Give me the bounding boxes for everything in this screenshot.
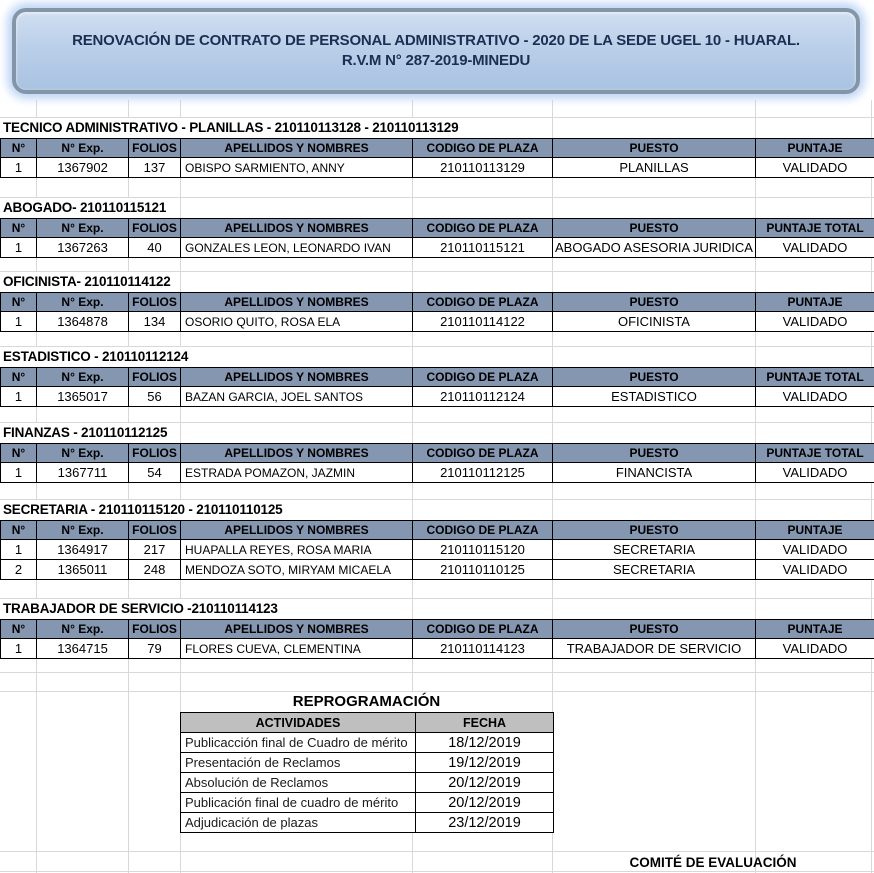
- cell: 1364715: [37, 639, 129, 659]
- column-header: APELLIDOS Y NOMBRES: [181, 293, 413, 312]
- table-title-row: [0, 599, 874, 619]
- column-header: N° Exp.: [37, 219, 129, 238]
- table-title-text: SECRETARIA - 210110115120 - 210110110125: [0, 500, 287, 520]
- table-title-row: [0, 118, 874, 138]
- position-table: [0, 619, 874, 659]
- column-header: N°: [1, 139, 37, 158]
- date-cell: 19/12/2019: [416, 753, 554, 773]
- cell: 1: [1, 540, 37, 560]
- column-header: PUESTO: [553, 444, 756, 463]
- activity-cell: Publicacción final de Cuadro de mérito: [181, 733, 416, 753]
- column-header: PUESTO: [553, 219, 756, 238]
- column-header: N°: [1, 368, 37, 387]
- table-row: [1, 158, 874, 178]
- column-header: PUNTAJE: [756, 139, 874, 158]
- reprogramacion-header-row: [181, 713, 554, 733]
- table-title-row: [0, 500, 874, 520]
- cell: VALIDADO: [756, 463, 874, 483]
- position-table: [0, 292, 874, 332]
- cell: 1367711: [37, 463, 129, 483]
- column-header: CODIGO DE PLAZA: [413, 219, 553, 238]
- table-row: [1, 540, 874, 560]
- cell: 137: [129, 158, 181, 178]
- position-table: [0, 520, 874, 580]
- cell: VALIDADO: [756, 560, 874, 580]
- column-header: PUNTAJE: [756, 620, 874, 639]
- cell: VALIDADO: [756, 540, 874, 560]
- date-cell: 20/12/2019: [416, 793, 554, 813]
- cell: 40: [129, 238, 181, 258]
- table-title-text: ABOGADO- 210110115121: [0, 198, 171, 218]
- column-header: APELLIDOS Y NOMBRES: [181, 139, 413, 158]
- cell: 217: [129, 540, 181, 560]
- column-header: PUESTO: [553, 521, 756, 540]
- column-header: CODIGO DE PLAZA: [413, 293, 553, 312]
- cell: 210110112124: [413, 387, 553, 407]
- column-header: PUESTO: [553, 293, 756, 312]
- cell: BAZAN GARCIA, JOEL SANTOS: [181, 387, 413, 407]
- activity-cell: Publicación final de cuadro de mérito: [181, 793, 416, 813]
- table-row: [1, 387, 874, 407]
- column-header: N°: [1, 444, 37, 463]
- position-table-section-5: [0, 423, 874, 483]
- column-header-actividades: ACTIVIDADES: [181, 713, 416, 733]
- position-table-section-2: [0, 198, 874, 258]
- cell: 248: [129, 560, 181, 580]
- column-header: APELLIDOS Y NOMBRES: [181, 219, 413, 238]
- cell: 134: [129, 312, 181, 332]
- position-table-section-1: [0, 118, 874, 178]
- column-header: PUNTAJE TOTAL: [756, 444, 874, 463]
- column-header: N° Exp.: [37, 521, 129, 540]
- gridline-h: [0, 672, 874, 673]
- column-header: FOLIOS: [129, 219, 181, 238]
- table-title-text: ESTADISTICO - 210110112124: [0, 347, 193, 367]
- cell: 210110115120: [413, 540, 553, 560]
- header-row: [1, 219, 874, 238]
- header-row: [1, 293, 874, 312]
- column-header: N°: [1, 521, 37, 540]
- cell: 210110112125: [413, 463, 553, 483]
- cell: FLORES CUEVA, CLEMENTINA: [181, 639, 413, 659]
- banner-line-2: R.V.M N° 287-2019-MINEDU: [341, 52, 531, 69]
- cell: PLANILLAS: [553, 158, 756, 178]
- column-header: CODIGO DE PLAZA: [413, 521, 553, 540]
- cell: OSORIO QUITO, ROSA ELA: [181, 312, 413, 332]
- cell: 2: [1, 560, 37, 580]
- cell: GONZALES LEON, LEONARDO IVAN: [181, 238, 413, 258]
- date-cell: 18/12/2019: [416, 733, 554, 753]
- position-table: [0, 443, 874, 483]
- banner-line-1: RENOVACIÓN DE CONTRATO DE PERSONAL ADMINISTRATIVO - 2020 DE LA SEDE UGEL 10 - HUARAL.: [72, 32, 800, 49]
- column-header: N°: [1, 219, 37, 238]
- cell: VALIDADO: [756, 238, 874, 258]
- activity-cell: Adjudicación de plazas: [181, 813, 416, 833]
- table-title-text: TRABAJADOR DE SERVICIO -210110114123: [0, 599, 283, 619]
- header-row: [1, 139, 874, 158]
- activity-cell: Presentación de Reclamos: [181, 753, 416, 773]
- cell: SECRETARIA: [553, 560, 756, 580]
- cell: ABOGADO ASESORIA JURIDICA: [553, 238, 756, 258]
- reprogramacion-title-text: REPROGRAMACIÓN: [287, 692, 447, 712]
- column-header: APELLIDOS Y NOMBRES: [181, 368, 413, 387]
- cell: HUAPALLA REYES, ROSA MARIA: [181, 540, 413, 560]
- table-row: [1, 560, 874, 580]
- cell: FINANCISTA: [553, 463, 756, 483]
- header-row: [1, 368, 874, 387]
- column-header: N° Exp.: [37, 139, 129, 158]
- position-table-section-3: [0, 272, 874, 332]
- column-header: N° Exp.: [37, 368, 129, 387]
- schedule-row: [181, 733, 554, 753]
- cell: MENDOZA SOTO, MIRYAM MICAELA: [181, 560, 413, 580]
- position-table: [0, 218, 874, 258]
- cell: 210110114122: [413, 312, 553, 332]
- cell: OFICINISTA: [553, 312, 756, 332]
- table-title-row: [0, 272, 874, 292]
- position-table: [0, 138, 874, 178]
- position-table: [0, 367, 874, 407]
- column-header: N° Exp.: [37, 620, 129, 639]
- cell: 1365011: [37, 560, 129, 580]
- column-header: PUNTAJE: [756, 293, 874, 312]
- column-header: APELLIDOS Y NOMBRES: [181, 620, 413, 639]
- cell: 1: [1, 387, 37, 407]
- reprogramacion-table: [180, 712, 554, 833]
- date-cell: 20/12/2019: [416, 773, 554, 793]
- committee-label: COMITÉ DE EVALUACIÓN: [629, 855, 797, 870]
- cell: SECRETARIA: [553, 540, 756, 560]
- cell: 210110115121: [413, 238, 553, 258]
- cell: 1365017: [37, 387, 129, 407]
- table-title-text: OFICINISTA- 210110114122: [0, 272, 176, 292]
- schedule-row: [181, 753, 554, 773]
- position-table-section-6: [0, 500, 874, 580]
- column-header: N°: [1, 293, 37, 312]
- column-header: PUNTAJE: [756, 521, 874, 540]
- position-table-section-4: [0, 347, 874, 407]
- column-header-fecha: FECHA: [416, 713, 554, 733]
- column-header: CODIGO DE PLAZA: [413, 139, 553, 158]
- column-header: PUESTO: [553, 620, 756, 639]
- cell: 56: [129, 387, 181, 407]
- table-title-row: [0, 423, 874, 443]
- activity-cell: Absolución de Reclamos: [181, 773, 416, 793]
- column-header: FOLIOS: [129, 521, 181, 540]
- cell: 1: [1, 463, 37, 483]
- cell: 210110110125: [413, 560, 553, 580]
- column-header: FOLIOS: [129, 444, 181, 463]
- reprogramacion-section: [180, 692, 553, 833]
- column-header: PUNTAJE TOTAL: [756, 219, 874, 238]
- cell: 1367263: [37, 238, 129, 258]
- column-header: CODIGO DE PLAZA: [413, 444, 553, 463]
- cell: OBISPO SARMIENTO, ANNY: [181, 158, 413, 178]
- reprogramacion-title: [180, 692, 553, 712]
- cell: 1: [1, 639, 37, 659]
- date-cell: 23/12/2019: [416, 813, 554, 833]
- cell: 1: [1, 312, 37, 332]
- schedule-row: [181, 813, 554, 833]
- table-row: [1, 463, 874, 483]
- column-header: FOLIOS: [129, 620, 181, 639]
- table-row: [1, 639, 874, 659]
- cell: VALIDADO: [756, 387, 874, 407]
- cell: ESTRADA POMAZON, JAZMIN: [181, 463, 413, 483]
- column-header: CODIGO DE PLAZA: [413, 368, 553, 387]
- column-header: APELLIDOS Y NOMBRES: [181, 521, 413, 540]
- column-header: APELLIDOS Y NOMBRES: [181, 444, 413, 463]
- column-header: FOLIOS: [129, 368, 181, 387]
- header-row: [1, 521, 874, 540]
- cell: 1367902: [37, 158, 129, 178]
- column-header: FOLIOS: [129, 139, 181, 158]
- cell: 54: [129, 463, 181, 483]
- cell: VALIDADO: [756, 312, 874, 332]
- cell: 210110113129: [413, 158, 553, 178]
- column-header: CODIGO DE PLAZA: [413, 620, 553, 639]
- table-row: [1, 238, 874, 258]
- column-header: FOLIOS: [129, 293, 181, 312]
- schedule-row: [181, 793, 554, 813]
- cell: 79: [129, 639, 181, 659]
- cell: 1: [1, 238, 37, 258]
- cell: VALIDADO: [756, 158, 874, 178]
- table-title-text: FINANZAS - 210110112125: [0, 423, 172, 443]
- cell: TRABAJADOR DE SERVICIO: [553, 639, 756, 659]
- cell: ESTADISTICO: [553, 387, 756, 407]
- title-banner: [12, 8, 860, 94]
- header-row: [1, 444, 874, 463]
- table-title-row: [0, 198, 874, 218]
- column-header: PUESTO: [553, 368, 756, 387]
- cell: 1: [1, 158, 37, 178]
- table-title-row: [0, 347, 874, 367]
- table-row: [1, 312, 874, 332]
- cell: 1364878: [37, 312, 129, 332]
- cell: VALIDADO: [756, 639, 874, 659]
- column-header: PUESTO: [553, 139, 756, 158]
- header-row: [1, 620, 874, 639]
- schedule-row: [181, 773, 554, 793]
- table-title-text: TECNICO ADMINISTRATIVO - PLANILLAS - 210110113128 - 210110113129: [0, 118, 463, 138]
- column-header: PUNTAJE TOTAL: [756, 368, 874, 387]
- column-header: N° Exp.: [37, 444, 129, 463]
- cell: 210110114123: [413, 639, 553, 659]
- position-table-section-7: [0, 599, 874, 659]
- column-header: N° Exp.: [37, 293, 129, 312]
- column-header: N°: [1, 620, 37, 639]
- cell: 1364917: [37, 540, 129, 560]
